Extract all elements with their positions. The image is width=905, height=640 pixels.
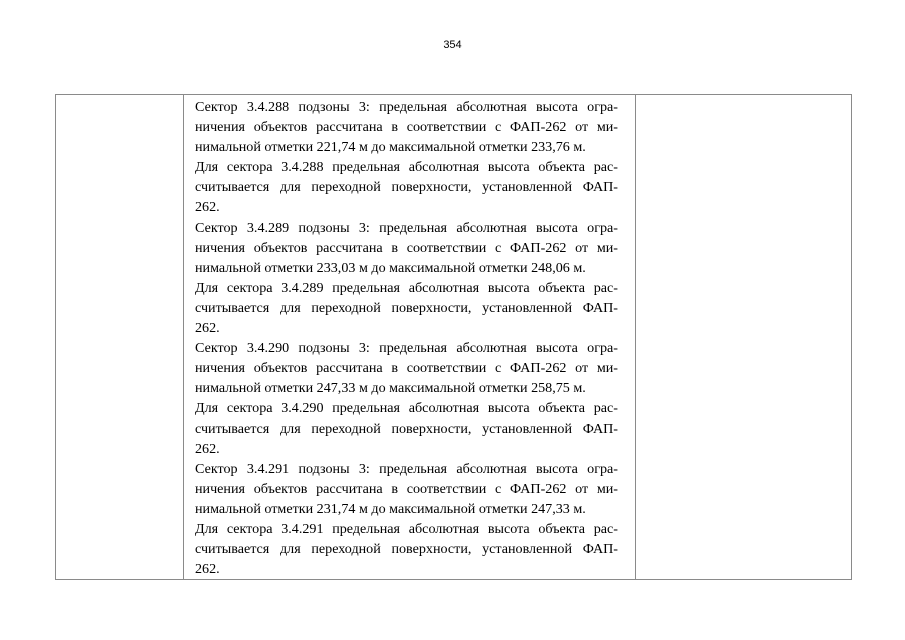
table-row: [56, 95, 852, 580]
text-line: нимальной отметки 221,74 м до максимальной отметки 233,76 м.: [195, 139, 586, 156]
text-line: ничения объектов рассчитана в соответствии с ФАП-262 от ми-: [195, 360, 618, 377]
text-line: Для сектора 3.4.289 предельная абсолютная высота объекта рас-: [195, 279, 618, 296]
text-line: считывается для переходной поверхности, установленной ФАП-: [195, 541, 618, 558]
text-line: ничения объектов рассчитана в соответствии с ФАП-262 от ми-: [195, 119, 618, 136]
table-cell-left: [56, 95, 184, 580]
page-number: 354: [443, 39, 462, 51]
text-line: считывается для переходной поверхности, установленной ФАП-: [195, 420, 618, 437]
text-line: нимальной отметки 233,03 м до максимальной отметки 248,06 м.: [195, 259, 586, 276]
text-line: Для сектора 3.4.288 предельная абсолютная высота объекта рас-: [195, 159, 618, 176]
text-line: Сектор 3.4.290 подзоны 3: предельная абсолютная высота огра-: [195, 340, 618, 357]
text-line: считывается для переходной поверхности, установленной ФАП-: [195, 299, 618, 316]
text-line: Для сектора 3.4.290 предельная абсолютная высота объекта рас-: [195, 400, 618, 417]
text-line: Сектор 3.4.289 подзоны 3: предельная абсолютная высота огра-: [195, 219, 618, 236]
table-cell-middle: [184, 95, 636, 580]
document-table: [55, 94, 852, 580]
text-line: нимальной отметки 247,33 м до максимальной отметки 258,75 м.: [195, 380, 586, 397]
text-line: ничения объектов рассчитана в соответствии с ФАП-262 от ми-: [195, 239, 618, 256]
text-line: 262.: [195, 561, 220, 578]
text-line: 262.: [195, 320, 220, 337]
text-line: Сектор 3.4.291 подзоны 3: предельная абсолютная высота огра-: [195, 460, 618, 477]
table-cell-right: [636, 95, 852, 580]
sector-text-block: [184, 95, 635, 579]
text-line: 262.: [195, 440, 220, 457]
text-line: Сектор 3.4.288 подзоны 3: предельная абсолютная высота огра-: [195, 99, 618, 115]
text-line: 262.: [195, 199, 220, 216]
text-line: ничения объектов рассчитана в соответствии с ФАП-262 от ми-: [195, 480, 618, 497]
text-line: считывается для переходной поверхности, установленной ФАП-: [195, 179, 618, 196]
text-line: нимальной отметки 231,74 м до максимальной отметки 247,33 м.: [195, 500, 586, 517]
text-line: Для сектора 3.4.291 предельная абсолютная высота объекта рас-: [195, 520, 618, 537]
